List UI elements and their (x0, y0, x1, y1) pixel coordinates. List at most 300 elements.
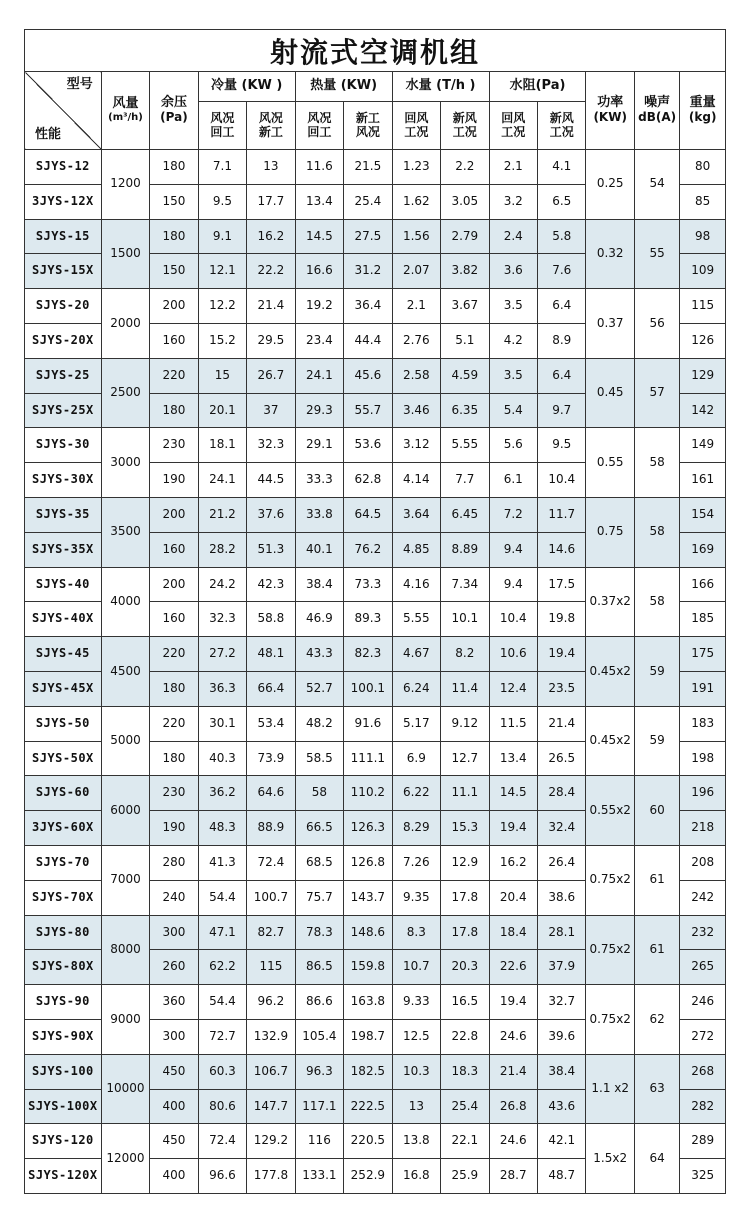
table-row (25, 915, 726, 950)
value-cell-w1: 6.22 (392, 776, 440, 811)
value-cell-h2: 64.5 (344, 497, 392, 532)
table-row (25, 776, 726, 811)
value-cell-h1: 48.2 (295, 706, 343, 741)
value-cell-h2: 31.2 (344, 254, 392, 289)
value-cell-w1: 5.55 (392, 602, 440, 637)
value-cell-w1: 8.29 (392, 811, 440, 846)
weight-cell: 196 (680, 776, 726, 811)
value-cell-h1: 66.5 (295, 811, 343, 846)
model-cell: SJYS-35X (25, 532, 102, 567)
value-cell-h1: 46.9 (295, 602, 343, 637)
value-cell-h1: 29.3 (295, 393, 343, 428)
value-cell-r1: 3.2 (489, 184, 537, 219)
header-power: 功率 (KW) (586, 72, 634, 150)
pressure-cell: 150 (150, 184, 198, 219)
noise-cell: 64 (634, 1124, 679, 1194)
header-water-return: 回风 工况 (392, 102, 440, 150)
value-cell-h2: 159.8 (344, 950, 392, 985)
value-cell-w2: 11.1 (441, 776, 489, 811)
value-cell-r1: 24.6 (489, 1124, 537, 1159)
header-heating: 热量 (KW) (295, 72, 392, 102)
value-cell-h1: 40.1 (295, 532, 343, 567)
value-cell-r1: 19.4 (489, 811, 537, 846)
value-cell-c1: 9.1 (198, 219, 246, 254)
power-cell: 0.55x2 (586, 776, 634, 846)
value-cell-w1: 2.07 (392, 254, 440, 289)
power-cell: 0.75x2 (586, 915, 634, 985)
value-cell-w1: 7.26 (392, 845, 440, 880)
airflow-cell: 3500 (101, 497, 149, 567)
value-cell-w2: 8.89 (441, 532, 489, 567)
pressure-cell: 300 (150, 1019, 198, 1054)
value-cell-h2: 73.3 (344, 567, 392, 602)
value-cell-w1: 1.62 (392, 184, 440, 219)
header-row-top (25, 72, 726, 102)
value-cell-w2: 5.55 (441, 428, 489, 463)
model-cell: SJYS-45X (25, 671, 102, 706)
model-cell: SJYS-30X (25, 463, 102, 498)
model-cell: SJYS-90X (25, 1019, 102, 1054)
value-cell-h1: 75.7 (295, 880, 343, 915)
value-cell-c1: 15.2 (198, 323, 246, 358)
value-cell-r1: 18.4 (489, 915, 537, 950)
value-cell-c2: 73.9 (247, 741, 295, 776)
value-cell-h1: 43.3 (295, 637, 343, 672)
pressure-cell: 180 (150, 393, 198, 428)
airflow-cell: 4000 (101, 567, 149, 637)
value-cell-h2: 25.4 (344, 184, 392, 219)
value-cell-w2: 5.1 (441, 323, 489, 358)
pressure-cell: 180 (150, 219, 198, 254)
value-cell-w1: 10.7 (392, 950, 440, 985)
value-cell-w2: 3.67 (441, 289, 489, 324)
value-cell-c1: 24.1 (198, 463, 246, 498)
value-cell-c2: 72.4 (247, 845, 295, 880)
noise-cell: 63 (634, 1054, 679, 1124)
value-cell-c1: 80.6 (198, 1089, 246, 1124)
value-cell-c2: 64.6 (247, 776, 295, 811)
value-cell-c2: 100.7 (247, 880, 295, 915)
value-cell-h1: 105.4 (295, 1019, 343, 1054)
header-airflow: 风量 (m³/h) (101, 72, 149, 150)
header-noise: 噪声 dB(A) (634, 72, 679, 150)
value-cell-r2: 9.7 (538, 393, 586, 428)
value-cell-r2: 21.4 (538, 706, 586, 741)
table-row (25, 428, 726, 463)
pressure-cell: 400 (150, 1089, 198, 1124)
weight-cell: 265 (680, 950, 726, 985)
value-cell-r2: 19.8 (538, 602, 586, 637)
value-cell-r1: 19.4 (489, 985, 537, 1020)
pressure-cell: 240 (150, 880, 198, 915)
value-cell-r1: 3.5 (489, 358, 537, 393)
value-cell-c2: 42.3 (247, 567, 295, 602)
value-cell-w1: 13 (392, 1089, 440, 1124)
value-cell-c2: 32.3 (247, 428, 295, 463)
weight-cell: 183 (680, 706, 726, 741)
model-cell: SJYS-35 (25, 497, 102, 532)
value-cell-r1: 14.5 (489, 776, 537, 811)
page-title: 射流式空调机组 (24, 29, 726, 71)
value-cell-w1: 2.76 (392, 323, 440, 358)
value-cell-c1: 12.2 (198, 289, 246, 324)
value-cell-w1: 13.8 (392, 1124, 440, 1159)
airflow-cell: 9000 (101, 985, 149, 1055)
model-cell: SJYS-120X (25, 1159, 102, 1194)
airflow-cell: 1200 (101, 150, 149, 220)
value-cell-w2: 10.1 (441, 602, 489, 637)
weight-cell: 218 (680, 811, 726, 846)
value-cell-c1: 28.2 (198, 532, 246, 567)
value-cell-c1: 72.4 (198, 1124, 246, 1159)
value-cell-w1: 3.64 (392, 497, 440, 532)
model-cell: SJYS-15 (25, 219, 102, 254)
pressure-cell: 230 (150, 776, 198, 811)
value-cell-c1: 48.3 (198, 811, 246, 846)
weight-cell: 126 (680, 323, 726, 358)
pressure-cell: 190 (150, 463, 198, 498)
model-cell: SJYS-50X (25, 741, 102, 776)
weight-cell: 169 (680, 532, 726, 567)
value-cell-r2: 43.6 (538, 1089, 586, 1124)
value-cell-w1: 8.3 (392, 915, 440, 950)
value-cell-h2: 100.1 (344, 671, 392, 706)
pressure-cell: 200 (150, 497, 198, 532)
value-cell-w1: 9.33 (392, 985, 440, 1020)
value-cell-c1: 20.1 (198, 393, 246, 428)
value-cell-c1: 62.2 (198, 950, 246, 985)
weight-cell: 161 (680, 463, 726, 498)
weight-cell: 208 (680, 845, 726, 880)
value-cell-w2: 12.9 (441, 845, 489, 880)
value-cell-r1: 10.6 (489, 637, 537, 672)
value-cell-c1: 36.3 (198, 671, 246, 706)
noise-cell: 58 (634, 567, 679, 637)
model-cell: SJYS-40 (25, 567, 102, 602)
model-cell: SJYS-40X (25, 602, 102, 637)
value-cell-w2: 22.1 (441, 1124, 489, 1159)
header-heating-fresh: 新工 风况 (344, 102, 392, 150)
power-cell: 0.55 (586, 428, 634, 498)
weight-cell: 246 (680, 985, 726, 1020)
power-cell: 0.75x2 (586, 845, 634, 915)
value-cell-w2: 6.35 (441, 393, 489, 428)
value-cell-h2: 182.5 (344, 1054, 392, 1089)
value-cell-c2: 26.7 (247, 358, 295, 393)
noise-cell: 61 (634, 915, 679, 985)
value-cell-h2: 222.5 (344, 1089, 392, 1124)
weight-cell: 272 (680, 1019, 726, 1054)
weight-cell: 115 (680, 289, 726, 324)
power-cell: 0.45x2 (586, 706, 634, 776)
airflow-cell: 5000 (101, 706, 149, 776)
value-cell-w2: 18.3 (441, 1054, 489, 1089)
table-row (25, 289, 726, 324)
table-row (25, 1124, 726, 1159)
value-cell-w2: 15.3 (441, 811, 489, 846)
weight-cell: 85 (680, 184, 726, 219)
value-cell-c2: 88.9 (247, 811, 295, 846)
value-cell-h1: 16.6 (295, 254, 343, 289)
value-cell-c1: 15 (198, 358, 246, 393)
airflow-cell: 8000 (101, 915, 149, 985)
model-cell: SJYS-20X (25, 323, 102, 358)
value-cell-r2: 28.1 (538, 915, 586, 950)
value-cell-w1: 9.35 (392, 880, 440, 915)
power-cell: 0.45 (586, 358, 634, 428)
value-cell-h1: 19.2 (295, 289, 343, 324)
model-cell: SJYS-25X (25, 393, 102, 428)
value-cell-h2: 126.8 (344, 845, 392, 880)
value-cell-w2: 6.45 (441, 497, 489, 532)
table-row (25, 150, 726, 185)
value-cell-h2: 163.8 (344, 985, 392, 1020)
airflow-cell: 10000 (101, 1054, 149, 1124)
power-cell: 0.25 (586, 150, 634, 220)
table-row (25, 567, 726, 602)
value-cell-w2: 3.05 (441, 184, 489, 219)
value-cell-w1: 5.17 (392, 706, 440, 741)
value-cell-w1: 4.85 (392, 532, 440, 567)
value-cell-r2: 37.9 (538, 950, 586, 985)
noise-cell: 58 (634, 428, 679, 498)
value-cell-c1: 30.1 (198, 706, 246, 741)
model-cell: SJYS-70 (25, 845, 102, 880)
value-cell-r1: 11.5 (489, 706, 537, 741)
value-cell-c2: 29.5 (247, 323, 295, 358)
value-cell-r1: 3.5 (489, 289, 537, 324)
value-cell-h1: 117.1 (295, 1089, 343, 1124)
value-cell-h2: 89.3 (344, 602, 392, 637)
weight-cell: 142 (680, 393, 726, 428)
value-cell-r2: 6.4 (538, 289, 586, 324)
value-cell-c2: 58.8 (247, 602, 295, 637)
value-cell-w2: 16.5 (441, 985, 489, 1020)
value-cell-c2: 66.4 (247, 671, 295, 706)
value-cell-r1: 13.4 (489, 741, 537, 776)
model-cell: SJYS-25 (25, 358, 102, 393)
value-cell-w1: 1.23 (392, 150, 440, 185)
noise-cell: 55 (634, 219, 679, 289)
noise-cell: 54 (634, 150, 679, 220)
value-cell-c2: 177.8 (247, 1159, 295, 1194)
value-cell-c2: 16.2 (247, 219, 295, 254)
power-cell: 0.75 (586, 497, 634, 567)
value-cell-c2: 106.7 (247, 1054, 295, 1089)
value-cell-r1: 9.4 (489, 567, 537, 602)
weight-cell: 109 (680, 254, 726, 289)
header-pressure: 余压 (Pa) (150, 72, 198, 150)
value-cell-h1: 133.1 (295, 1159, 343, 1194)
value-cell-c1: 96.6 (198, 1159, 246, 1194)
value-cell-r1: 12.4 (489, 671, 537, 706)
value-cell-c1: 54.4 (198, 985, 246, 1020)
weight-cell: 166 (680, 567, 726, 602)
value-cell-r2: 11.7 (538, 497, 586, 532)
value-cell-h2: 82.3 (344, 637, 392, 672)
value-cell-w2: 25.9 (441, 1159, 489, 1194)
value-cell-w2: 2.2 (441, 150, 489, 185)
airflow-cell: 7000 (101, 845, 149, 915)
value-cell-h2: 27.5 (344, 219, 392, 254)
value-cell-r2: 32.4 (538, 811, 586, 846)
value-cell-r2: 7.6 (538, 254, 586, 289)
value-cell-w2: 22.8 (441, 1019, 489, 1054)
value-cell-c2: 51.3 (247, 532, 295, 567)
value-cell-h1: 29.1 (295, 428, 343, 463)
value-cell-r1: 2.1 (489, 150, 537, 185)
value-cell-r2: 5.8 (538, 219, 586, 254)
table-row (25, 1054, 726, 1089)
header-cooling-return: 风况 回工 (198, 102, 246, 150)
pressure-cell: 300 (150, 915, 198, 950)
noise-cell: 62 (634, 985, 679, 1055)
value-cell-r2: 28.4 (538, 776, 586, 811)
value-cell-h1: 33.3 (295, 463, 343, 498)
value-cell-c2: 132.9 (247, 1019, 295, 1054)
value-cell-c1: 27.2 (198, 637, 246, 672)
model-cell: SJYS-60 (25, 776, 102, 811)
header-cooling: 冷量 (KW ) (198, 72, 295, 102)
value-cell-h2: 111.1 (344, 741, 392, 776)
power-cell: 0.75x2 (586, 985, 634, 1055)
pressure-cell: 160 (150, 323, 198, 358)
noise-cell: 56 (634, 289, 679, 359)
model-cell: SJYS-45 (25, 637, 102, 672)
value-cell-h1: 68.5 (295, 845, 343, 880)
value-cell-h2: 36.4 (344, 289, 392, 324)
model-cell: SJYS-30 (25, 428, 102, 463)
value-cell-h2: 45.6 (344, 358, 392, 393)
weight-cell: 80 (680, 150, 726, 185)
airflow-cell: 1500 (101, 219, 149, 289)
value-cell-r1: 3.6 (489, 254, 537, 289)
value-cell-r1: 5.6 (489, 428, 537, 463)
value-cell-w1: 3.46 (392, 393, 440, 428)
value-cell-c2: 82.7 (247, 915, 295, 950)
header-resistance: 水阻(Pa) (489, 72, 586, 102)
header-resistance-fresh: 新风 工况 (538, 102, 586, 150)
weight-cell: 282 (680, 1089, 726, 1124)
value-cell-h2: 91.6 (344, 706, 392, 741)
header-water-fresh: 新风 工况 (441, 102, 489, 150)
pressure-cell: 180 (150, 741, 198, 776)
power-cell: 0.37 (586, 289, 634, 359)
airflow-cell: 2000 (101, 289, 149, 359)
value-cell-r1: 10.4 (489, 602, 537, 637)
model-cell: 3JYS-12X (25, 184, 102, 219)
value-cell-r1: 22.6 (489, 950, 537, 985)
value-cell-c2: 13 (247, 150, 295, 185)
value-cell-w2: 25.4 (441, 1089, 489, 1124)
model-cell: SJYS-120 (25, 1124, 102, 1159)
value-cell-c1: 41.3 (198, 845, 246, 880)
noise-cell: 58 (634, 497, 679, 567)
value-cell-h2: 44.4 (344, 323, 392, 358)
value-cell-c1: 72.7 (198, 1019, 246, 1054)
value-cell-r1: 20.4 (489, 880, 537, 915)
value-cell-h1: 38.4 (295, 567, 343, 602)
value-cell-h2: 198.7 (344, 1019, 392, 1054)
pressure-cell: 400 (150, 1159, 198, 1194)
header-model-performance-cell (25, 72, 102, 150)
value-cell-h2: 220.5 (344, 1124, 392, 1159)
value-cell-w1: 3.12 (392, 428, 440, 463)
value-cell-c2: 48.1 (247, 637, 295, 672)
value-cell-w2: 11.4 (441, 671, 489, 706)
power-cell: 0.37x2 (586, 567, 634, 637)
value-cell-w1: 4.14 (392, 463, 440, 498)
value-cell-h2: 110.2 (344, 776, 392, 811)
value-cell-h1: 33.8 (295, 497, 343, 532)
weight-cell: 129 (680, 358, 726, 393)
pressure-cell: 220 (150, 358, 198, 393)
value-cell-r2: 26.5 (538, 741, 586, 776)
value-cell-r1: 6.1 (489, 463, 537, 498)
value-cell-h1: 11.6 (295, 150, 343, 185)
weight-cell: 185 (680, 602, 726, 637)
model-cell: SJYS-80 (25, 915, 102, 950)
value-cell-h1: 13.4 (295, 184, 343, 219)
value-cell-w1: 12.5 (392, 1019, 440, 1054)
noise-cell: 60 (634, 776, 679, 846)
value-cell-w2: 7.7 (441, 463, 489, 498)
value-cell-r2: 6.5 (538, 184, 586, 219)
value-cell-c1: 40.3 (198, 741, 246, 776)
value-cell-c2: 21.4 (247, 289, 295, 324)
value-cell-r1: 2.4 (489, 219, 537, 254)
table-row (25, 706, 726, 741)
value-cell-r2: 48.7 (538, 1159, 586, 1194)
value-cell-h2: 55.7 (344, 393, 392, 428)
value-cell-c1: 12.1 (198, 254, 246, 289)
value-cell-r1: 7.2 (489, 497, 537, 532)
value-cell-c2: 22.2 (247, 254, 295, 289)
value-cell-h1: 86.6 (295, 985, 343, 1020)
value-cell-h2: 252.9 (344, 1159, 392, 1194)
value-cell-c2: 147.7 (247, 1089, 295, 1124)
pressure-cell: 260 (150, 950, 198, 985)
model-cell: SJYS-100 (25, 1054, 102, 1089)
value-cell-w2: 8.2 (441, 637, 489, 672)
pressure-cell: 230 (150, 428, 198, 463)
value-cell-h1: 58.5 (295, 741, 343, 776)
table-row (25, 219, 726, 254)
value-cell-w1: 6.9 (392, 741, 440, 776)
model-cell: SJYS-100X (25, 1089, 102, 1124)
airflow-cell: 12000 (101, 1124, 149, 1194)
value-cell-w2: 12.7 (441, 741, 489, 776)
noise-cell: 61 (634, 845, 679, 915)
weight-cell: 268 (680, 1054, 726, 1089)
value-cell-h1: 14.5 (295, 219, 343, 254)
pressure-cell: 200 (150, 289, 198, 324)
value-cell-c1: 54.4 (198, 880, 246, 915)
value-cell-w2: 9.12 (441, 706, 489, 741)
value-cell-w2: 20.3 (441, 950, 489, 985)
value-cell-w1: 16.8 (392, 1159, 440, 1194)
value-cell-c2: 115 (247, 950, 295, 985)
weight-cell: 198 (680, 741, 726, 776)
value-cell-r2: 32.7 (538, 985, 586, 1020)
pressure-cell: 220 (150, 706, 198, 741)
value-cell-h1: 96.3 (295, 1054, 343, 1089)
pressure-cell: 180 (150, 150, 198, 185)
value-cell-r2: 23.5 (538, 671, 586, 706)
value-cell-c2: 17.7 (247, 184, 295, 219)
header-heating-return: 风况 回工 (295, 102, 343, 150)
value-cell-c1: 32.3 (198, 602, 246, 637)
